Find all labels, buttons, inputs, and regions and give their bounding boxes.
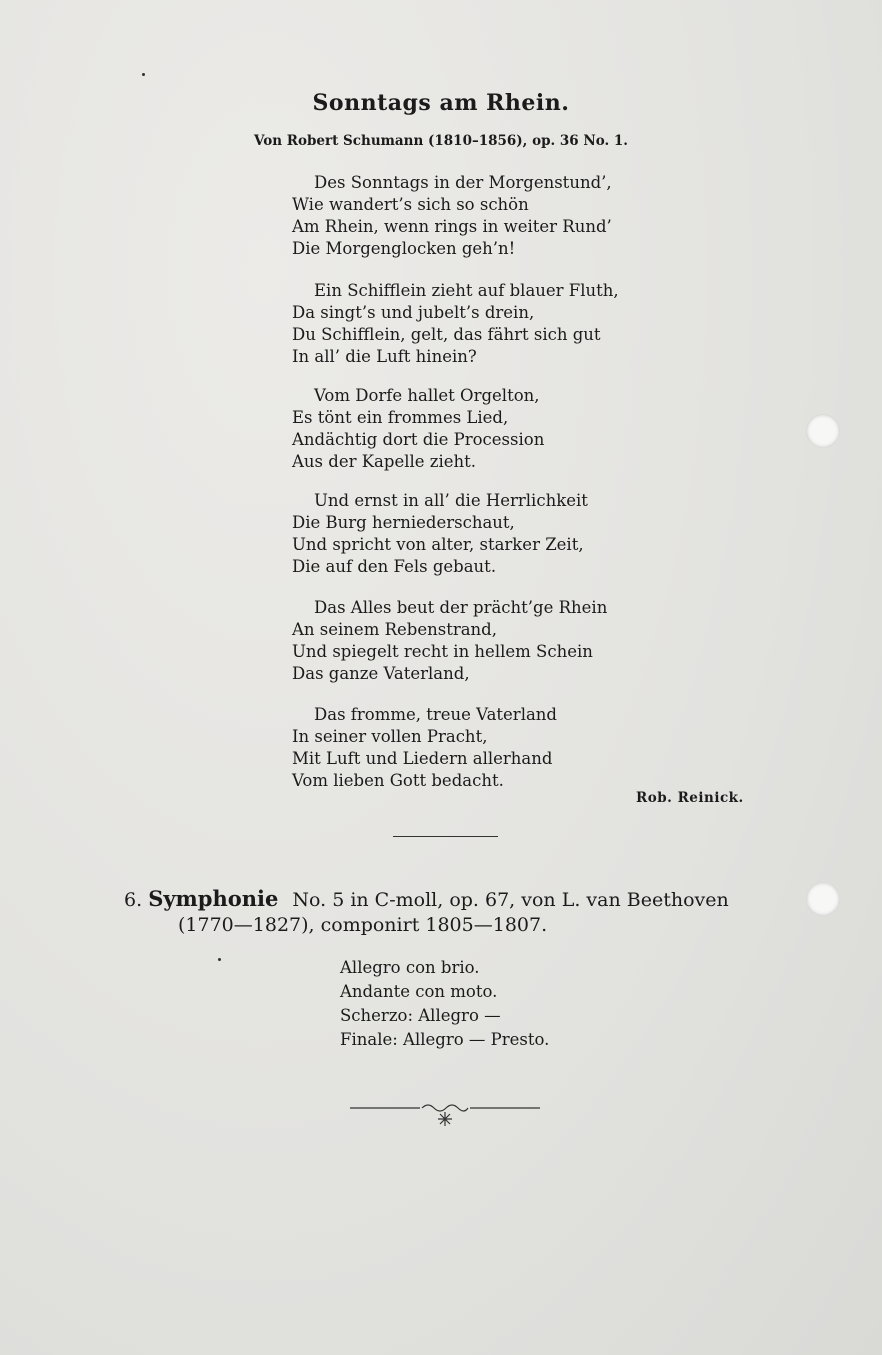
verse-line: Am Rhein, wenn rings in weiter Rund’ [292,217,612,236]
program-item-dates: (1770—1827), componirt 1805—1807. [178,914,548,936]
verse-line: Vom Dorfe hallet Orgelton, [314,386,540,405]
verse-line: Und spricht von alter, starker Zeit, [292,535,584,554]
verse-line: Das ganze Vaterland, [292,664,470,683]
verse-line: Das fromme, treue Vaterland [314,705,557,724]
punch-hole [806,882,840,916]
verse-line: Das Alles beut der prächt’ge Rhein [314,598,608,617]
movement-item: Andante con moto. [340,982,498,1001]
verse-line: Die Morgenglocken geh’n! [292,239,516,258]
program-item-number: 6. [124,889,143,911]
poem-author: Rob. Reinick. [636,790,744,806]
stanza-6 [292,704,557,792]
verse-line: Da singt’s und jubelt’s drein, [292,303,535,322]
movement-list [340,956,549,1052]
poem-title: Sonntags am Rhein. [312,90,570,116]
stanza-1 [292,172,612,260]
paper-speck [218,958,221,961]
verse-line: Es tönt ein frommes Lied, [292,408,509,427]
verse-line: An seinem Rebenstrand, [292,620,497,639]
paper-speck [142,73,145,76]
poem-subtitle: Von Robert Schumann (1810–1856), op. 36 No. 1. [253,133,629,149]
program-item-genre: Symphonie [148,886,279,911]
movement-item: Scherzo: Allegro — [340,1006,501,1025]
verse-line: Du Schifflein, gelt, das fährt sich gut [292,325,601,344]
punch-hole [806,414,840,448]
movement-item: Finale: Allegro — Presto. [340,1030,550,1049]
program-item-heading [124,886,729,913]
section-divider [393,836,498,837]
movement-item: Allegro con brio. [340,958,480,977]
verse-line: Andächtig dort die Procession [292,430,545,449]
program-item-details: No. 5 in C-moll, op. 67, von L. van Beethoven [292,889,729,911]
verse-line: In all’ die Luft hinein? [292,347,477,366]
verse-line: Und ernst in all’ die Herrlichkeit [314,491,588,510]
verse-line: Mit Luft und Liedern allerhand [292,749,553,768]
ornament-divider-icon [350,1100,540,1130]
verse-line: Die Burg herniederschaut, [292,513,515,532]
verse-line: Des Sonntags in der Morgenstund’, [314,173,612,192]
verse-line: Und spiegelt recht in hellem Schein [292,642,593,661]
stanza-5 [292,597,607,685]
verse-line: In seiner vollen Pracht, [292,727,488,746]
stanza-2 [292,280,619,368]
stanza-3 [292,385,544,473]
verse-line: Wie wandert’s sich so schön [292,195,529,214]
verse-line: Die auf den Fels gebaut. [292,557,497,576]
verse-line: Ein Schifflein zieht auf blauer Fluth, [314,281,619,300]
stanza-4 [292,490,588,578]
verse-line: Vom lieben Gott bedacht. [292,771,504,790]
verse-line: Aus der Kapelle zieht. [292,452,477,471]
